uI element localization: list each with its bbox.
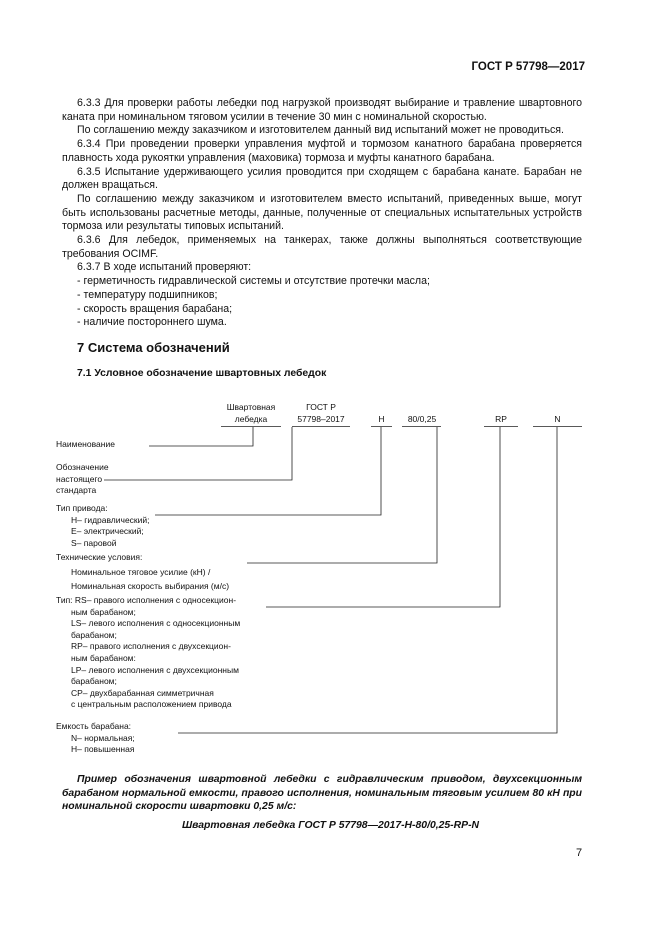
label-capacity: Емкость барабана: N– нормальная; Н– повышенная xyxy=(56,721,135,755)
paragraph: 6.3.4 При проведении проверки управления муфтой и тормозом канатного барабана проверяется плавность хода рукоятки управления (маховика) тормоза и муфты канатного барабана. xyxy=(62,138,582,164)
paragraph: - наличие постороннего шума. xyxy=(77,316,227,329)
paragraph: - скорость вращения барабана; xyxy=(77,302,233,315)
paragraph: 6.3.6 Для лебедок, применяемых на танкерах, также должны выполняться соответствующие требования OCIMF. xyxy=(62,234,582,260)
paragraph: По соглашению между заказчиком и изготовителем вместо испытаний, приведенных выше, могут быть использованы расчетные методы, данные, полученные от специальных испытательных устройств тормоза или результаты типовых испытаний. xyxy=(62,192,582,233)
label-name: Наименование xyxy=(56,439,115,449)
code-name-label: Швартовная лебедка xyxy=(226,402,276,424)
code-capacity-label: N xyxy=(554,414,561,424)
document-header: ГОСТ Р 57798—2017 xyxy=(471,61,585,73)
paragraph: - герметичность гидравлической системы и отсутствие протечки масла; xyxy=(77,275,430,288)
label-standard: Обозначение настоящего стандарта xyxy=(56,462,109,496)
section-title: 7 Система обозначений xyxy=(77,340,230,355)
paragraph: 6.3.3 Для проверки работы лебедки под нагрузкой производят выбирание и травление швартовного каната при номинальном тяговом усилии в течение 30 мин с номинальной скоростью. xyxy=(62,97,582,123)
code-drive-label: Н xyxy=(378,414,385,424)
example-text: Пример обозначения швартовной лебедки с гидравлическим приводом, двухсекционным барабаном нормальной емкости, правого исполнения, номинальным тяговым усилием 80 кН при номинальной скорости швартовки 0,25 м/с: xyxy=(62,774,582,813)
label-drive: Тип привода: Н– гидравлический; Е– электрический; S– паровой xyxy=(56,503,150,548)
subsection-title: 7.1 Условное обозначение швартовных лебедок xyxy=(77,368,327,379)
code-type-label: RP xyxy=(495,414,507,424)
paragraph: По соглашению между заказчиком и изготовителем данный вид испытаний может не проводиться. xyxy=(77,124,564,137)
label-params: Технические условия: Номинальное тяговое усилие (кН) / Номинальная скорость выбирания (м/с) xyxy=(56,552,230,592)
code-params-label: 80/0,25 xyxy=(407,414,437,424)
page-number: 7 xyxy=(576,847,583,859)
example-designation: Швартовная лебедка ГОСТ Р 57798—2017-Н-80/0,25-RP-N xyxy=(181,820,480,831)
label-type: Тип: RS– правого исполнения с односекцион- ным барабаном; LS– левого исполнения с односекционным барабаном; RP– правого исполнения с двухсекцион- ным барабаном: LP– левого исполнения с двухсекционным барабаном; CP– двухбарабанная симметричная с центральным расположением привода xyxy=(56,595,241,710)
paragraph: 6.3.7 В ходе испытаний проверяют: xyxy=(77,261,252,274)
paragraph: 6.3.5 Испытание удерживающего усилия проводится при сходящем с барабана канате. Барабан не должен вращаться. xyxy=(62,165,582,192)
paragraph: - температуру подшипников; xyxy=(77,288,218,301)
code-standard-label: ГОСТ Р 57798–2017 xyxy=(297,402,345,424)
